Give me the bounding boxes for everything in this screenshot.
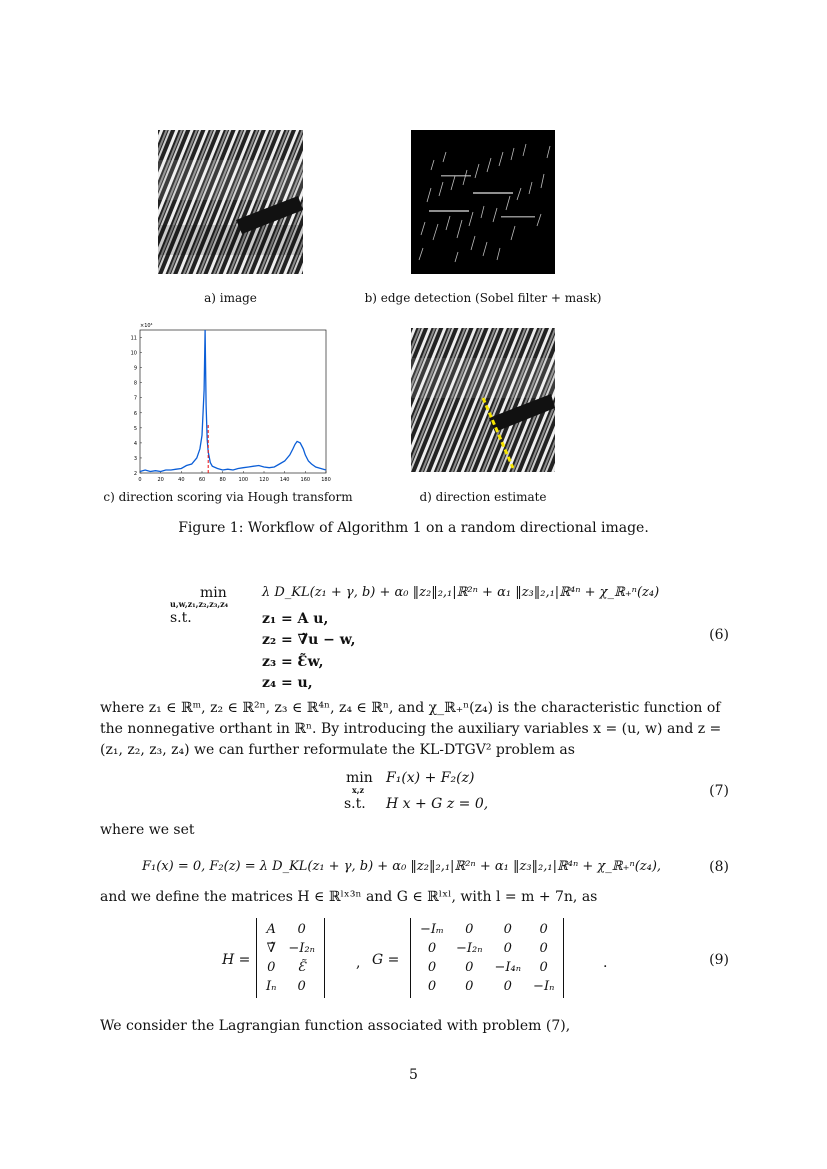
matrix-row xyxy=(414,958,560,977)
matrix-cell: 0 xyxy=(465,960,474,975)
x-tick-label: 120 xyxy=(259,477,269,483)
eq6-constraint-4: z₄ = u, xyxy=(262,675,313,691)
paragraph-1-line-3: (z₁, z₂, z₃, z₄) we can further reformulate the KL-DTGV² problem as xyxy=(100,742,575,758)
chart-plot-area xyxy=(140,330,326,473)
where-we-set: where we set xyxy=(100,822,195,838)
matrix-cell: −Iₘ xyxy=(420,922,445,937)
y-tick-label: 6 xyxy=(133,410,137,417)
matrix-cell: 0 xyxy=(539,941,548,956)
matrix-cell: −Iₙ xyxy=(533,979,555,994)
chart-y-multiplier: ×10⁴ xyxy=(140,323,153,329)
y-tick-label: 11 xyxy=(130,335,137,342)
panel-a-image xyxy=(158,130,303,274)
eq7-st: s.t. xyxy=(344,796,366,812)
eq7-objective: F₁(x) + F₂(z) xyxy=(386,770,475,786)
figure-caption: Figure 1: Workflow of Algorithm 1 on a random directional image. xyxy=(178,520,649,536)
paragraph-3: We consider the Lagrangian function associated with problem (7), xyxy=(100,1018,571,1034)
matrix-cell: −I₂ₙ xyxy=(456,941,483,956)
panel-c-chart xyxy=(122,320,332,488)
paragraph-1-line-1: where z₁ ∈ ℝᵐ, z₂ ∈ ℝ²ⁿ, z₃ ∈ ℝ⁴ⁿ, z₄ ∈ ℝⁿ, and χ_ℝ₊ⁿ(z₄) is the characteristic function of xyxy=(100,700,721,716)
matrix-cell: 0 xyxy=(465,979,474,994)
matrix-cell: 0 xyxy=(503,941,512,956)
matrix-row xyxy=(414,920,560,939)
matrix-cell: −I₄ₙ xyxy=(494,960,522,975)
y-tick-label: 7 xyxy=(133,395,137,402)
eq6-min-subscript: u,w,z₁,z₂,z₃,z₄ xyxy=(170,599,229,609)
x-tick-label: 160 xyxy=(300,477,311,483)
matrix-cell: 0 xyxy=(503,979,512,994)
matrix-cell: 0 xyxy=(539,922,548,937)
matrix-row xyxy=(260,920,321,939)
page-number: 5 xyxy=(409,1067,418,1083)
matrix-cell: 0 xyxy=(427,979,437,994)
matrix-cell: 0 xyxy=(465,922,474,937)
matrix-row xyxy=(260,977,321,996)
eq7-number: (7) xyxy=(709,783,729,799)
eq7-min: min xyxy=(346,770,373,786)
eq8-number: (8) xyxy=(709,859,729,875)
y-tick-label: 4 xyxy=(133,440,137,447)
matrix-row xyxy=(260,958,321,977)
matrix-cell: A xyxy=(266,922,276,937)
eq7-constraint: H x + G z = 0, xyxy=(386,796,489,812)
eq6-min: min xyxy=(200,585,227,601)
eq9-number: (9) xyxy=(709,952,729,968)
y-tick-label: 3 xyxy=(133,455,137,462)
eq6-number: (6) xyxy=(709,627,729,643)
x-tick-label: 140 xyxy=(279,477,290,483)
x-tick-label: 100 xyxy=(238,477,249,483)
eq7-min-subscript: x,z xyxy=(352,785,365,795)
panel-b-edges xyxy=(411,130,555,274)
matrix-cell: Ɛ̃ xyxy=(297,960,306,975)
eq9-separator: , xyxy=(356,955,361,971)
caption-panel-c: c) direction scoring via Hough transform xyxy=(103,490,353,504)
y-tick-label: 2 xyxy=(133,471,137,477)
eq9-g-label: G = xyxy=(372,952,400,968)
panel-d-estimate xyxy=(411,328,555,472)
matrix-cell: 0 xyxy=(427,941,437,956)
matrix-cell: 0 xyxy=(267,960,276,975)
caption-panel-d: d) direction estimate xyxy=(419,490,547,504)
x-tick-label: 0 xyxy=(138,477,142,483)
matrix-cell: 0 xyxy=(297,922,306,937)
caption-panel-a: a) image xyxy=(204,291,257,305)
eq8-content: F₁(x) = 0, F₂(z) = λ D_KL(z₁ + γ, b) + α₀ ‖z₂‖₂,₁|ℝ²ⁿ + α₁ ‖z₃‖₂,₁|ℝ⁴ⁿ + χ_ℝ₊ⁿ(z₄), xyxy=(142,859,662,874)
x-tick-label: 60 xyxy=(198,477,206,483)
x-tick-label: 180 xyxy=(321,477,331,483)
eq6-constraint-2: z₂ = ∇̃u − w, xyxy=(262,632,356,648)
eq9-end: . xyxy=(603,955,608,971)
eq6-constraint-1: z₁ = A u, xyxy=(262,611,329,627)
matrix-row xyxy=(414,977,560,996)
y-tick-label: 5 xyxy=(133,425,137,432)
y-tick-label: 8 xyxy=(133,380,137,387)
matrix-cell: Iₙ xyxy=(266,979,277,994)
x-tick-label: 40 xyxy=(178,477,185,483)
x-tick-label: 80 xyxy=(219,477,226,483)
matrix-cell: 0 xyxy=(539,960,548,975)
y-tick-label: 10 xyxy=(130,350,137,357)
matrix-cell: 0 xyxy=(503,922,512,937)
matrix-g xyxy=(410,918,564,998)
eq9-h-label: H = xyxy=(222,952,251,968)
eq6-st: s.t. xyxy=(170,610,192,626)
paragraph-2: and we define the matrices H ∈ ℝˡˣ³ⁿ and G ∈ ℝˡˣˡ, with l = m + 7n, as xyxy=(100,889,598,905)
x-tick-label: 20 xyxy=(157,477,164,483)
matrix-cell: −I₂ₙ xyxy=(288,941,315,956)
y-tick-label: 9 xyxy=(133,365,137,372)
matrix-row xyxy=(260,939,321,958)
eq6-constraint-3: z₃ = Ɛ̃w, xyxy=(262,654,324,670)
matrix-cell: ∇̃ xyxy=(266,941,276,956)
matrix-h xyxy=(256,918,325,998)
matrix-row xyxy=(414,939,560,958)
paragraph-1-line-2: the nonnegative orthant in ℝⁿ. By introducing the auxiliary variables x = (u, w) and z = xyxy=(100,721,722,737)
eq6-objective: λ D_KL(z₁ + γ, b) + α₀ ‖z₂‖₂,₁|ℝ²ⁿ + α₁ ‖z₃‖₂,₁|ℝ⁴ⁿ + χ_ℝ₊ⁿ(z₄) xyxy=(262,585,660,600)
caption-panel-b: b) edge detection (Sobel filter + mask) xyxy=(364,291,602,305)
matrix-cell: 0 xyxy=(297,979,306,994)
matrix-cell: 0 xyxy=(427,960,437,975)
